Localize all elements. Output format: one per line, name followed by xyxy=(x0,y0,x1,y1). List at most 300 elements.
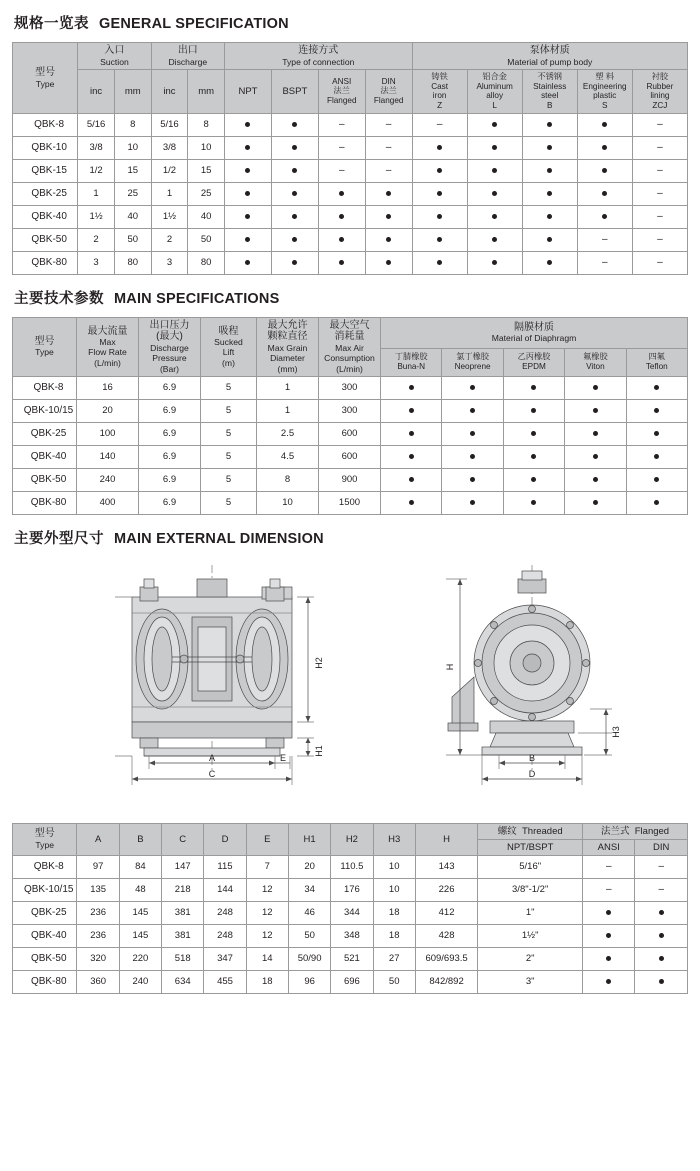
cell-a: 236 xyxy=(77,902,119,925)
cell-grain: 4.5 xyxy=(257,445,319,468)
header-h2: H2 xyxy=(331,823,373,855)
filled-dot-icon xyxy=(602,168,607,173)
external-dimension-body xyxy=(13,856,688,994)
filled-dot-icon xyxy=(409,385,414,390)
cell-nptbspt: 1½" xyxy=(478,925,583,948)
cell-d: 144 xyxy=(204,879,246,902)
header-discharge-inc: inc xyxy=(151,69,188,113)
cell-inc2: 3 xyxy=(151,251,188,274)
cell-bunan xyxy=(381,422,442,445)
filled-dot-icon xyxy=(245,168,250,173)
cell-ansi: – xyxy=(583,856,635,879)
filled-dot-icon xyxy=(659,956,664,961)
cell-h2: 110.5 xyxy=(331,856,373,879)
cell-pressure: 6.9 xyxy=(139,468,201,491)
dim-label-h3: H3 xyxy=(611,725,621,738)
filled-dot-icon xyxy=(593,431,598,436)
cell-stainless xyxy=(522,136,577,159)
cell-type: QBK-80 xyxy=(13,971,77,994)
header-h: H xyxy=(415,823,477,855)
dim-label-h2: H2 xyxy=(314,656,324,669)
cell-viton xyxy=(565,399,626,422)
cell-bspt xyxy=(271,113,318,136)
cell-stainless xyxy=(522,182,577,205)
cell-mm1: 15 xyxy=(114,159,151,182)
cell-din xyxy=(635,971,688,994)
cell-grain: 1 xyxy=(257,376,319,399)
cell-c: 381 xyxy=(162,925,204,948)
cell-type: QBK-25 xyxy=(13,902,77,925)
cell-mm1: 10 xyxy=(114,136,151,159)
section-heading-general-en: GENERAL SPECIFICATION xyxy=(99,16,289,32)
cell-nptbspt: 3" xyxy=(478,971,583,994)
cell-grain: 2.5 xyxy=(257,422,319,445)
cell-bspt xyxy=(271,251,318,274)
cell-e: 12 xyxy=(246,902,288,925)
filled-dot-icon xyxy=(531,385,536,390)
cell-mm2: 10 xyxy=(188,136,225,159)
filled-dot-icon xyxy=(492,214,497,219)
header-suction-inc: inc xyxy=(78,69,115,113)
cell-ansi xyxy=(318,251,365,274)
filled-dot-icon xyxy=(654,500,659,505)
cell-teflon xyxy=(626,376,687,399)
cell-type: QBK-25 xyxy=(13,182,78,205)
filled-dot-icon xyxy=(654,454,659,459)
filled-dot-icon xyxy=(339,214,344,219)
header-stainless: 不锈钢 Stainless steel B xyxy=(522,69,577,113)
filled-dot-icon xyxy=(292,145,297,150)
filled-dot-icon xyxy=(606,933,611,938)
filled-dot-icon xyxy=(606,979,611,984)
table-row xyxy=(13,251,688,274)
header-viton: 氟橡胶 Viton xyxy=(565,348,626,376)
table-header-row xyxy=(13,317,688,348)
section-heading-dimension xyxy=(14,527,688,548)
filled-dot-icon xyxy=(409,500,414,505)
cell-cast xyxy=(412,205,467,228)
cell-npt xyxy=(225,182,272,205)
filled-dot-icon xyxy=(547,260,552,265)
cell-din xyxy=(365,228,412,251)
filled-dot-icon xyxy=(593,408,598,413)
datasheet-page xyxy=(0,12,700,1008)
cell-inc2: 1 xyxy=(151,182,188,205)
cell-npt xyxy=(225,113,272,136)
cell-mm1: 80 xyxy=(114,251,151,274)
cell-c: 518 xyxy=(162,948,204,971)
cell-nptbspt: 5/16" xyxy=(478,856,583,879)
cell-nptbspt: 3/8"-1/2" xyxy=(478,879,583,902)
cell-neoprene xyxy=(442,445,503,468)
cell-b: 240 xyxy=(119,971,161,994)
table-row xyxy=(13,948,688,971)
cell-inc1: 3 xyxy=(78,251,115,274)
section-heading-main-en: MAIN SPECIFICATIONS xyxy=(114,290,280,307)
filled-dot-icon xyxy=(659,910,664,915)
table-row xyxy=(13,136,688,159)
table-row xyxy=(13,856,688,879)
cell-plastic: – xyxy=(577,251,632,274)
header-suction-mm: mm xyxy=(114,69,151,113)
header-plastic: 塑 料 Engineering plastic S xyxy=(577,69,632,113)
filled-dot-icon xyxy=(409,454,414,459)
cell-stainless xyxy=(522,251,577,274)
header-buna-n: 丁腈橡胶 Buna-N xyxy=(381,348,442,376)
cell-h1: 34 xyxy=(288,879,330,902)
table-header-row xyxy=(13,43,688,70)
cell-h2: 696 xyxy=(331,971,373,994)
cell-type: QBK-40 xyxy=(13,925,77,948)
filled-dot-icon xyxy=(386,260,391,265)
cell-h3: 10 xyxy=(373,879,415,902)
cell-b: 84 xyxy=(119,856,161,879)
cell-teflon xyxy=(626,422,687,445)
filled-dot-icon xyxy=(292,260,297,265)
general-specification-table xyxy=(12,42,688,275)
cell-e: 18 xyxy=(246,971,288,994)
cell-type: QBK-10/15 xyxy=(13,399,77,422)
filled-dot-icon xyxy=(245,145,250,150)
filled-dot-icon xyxy=(547,214,552,219)
cell-inc1: 1½ xyxy=(78,205,115,228)
filled-dot-icon xyxy=(386,237,391,242)
header-type: 型号 Type xyxy=(13,317,77,376)
cell-h2: 521 xyxy=(331,948,373,971)
cell-npt xyxy=(225,205,272,228)
filled-dot-icon xyxy=(470,385,475,390)
dim-label-d: D xyxy=(528,768,536,779)
cell-ansi xyxy=(318,228,365,251)
header-c: C xyxy=(162,823,204,855)
cell-mm1: 25 xyxy=(114,182,151,205)
cell-h3: 50 xyxy=(373,971,415,994)
cell-flow: 400 xyxy=(77,491,139,514)
cell-flow: 100 xyxy=(77,422,139,445)
header-d: D xyxy=(204,823,246,855)
filled-dot-icon xyxy=(245,237,250,242)
filled-dot-icon xyxy=(654,408,659,413)
cell-npt xyxy=(225,251,272,274)
cell-pressure: 6.9 xyxy=(139,422,201,445)
dim-label-b: B xyxy=(528,752,536,763)
filled-dot-icon xyxy=(470,477,475,482)
cell-type: QBK-50 xyxy=(13,948,77,971)
cell-d: 347 xyxy=(204,948,246,971)
cell-teflon xyxy=(626,468,687,491)
cell-type: QBK-10/15 xyxy=(13,879,77,902)
filled-dot-icon xyxy=(547,191,552,196)
cell-c: 147 xyxy=(162,856,204,879)
header-h1: H1 xyxy=(288,823,330,855)
cell-teflon xyxy=(626,491,687,514)
filled-dot-icon xyxy=(531,454,536,459)
cell-bunan xyxy=(381,376,442,399)
cell-teflon xyxy=(626,399,687,422)
cell-lift: 5 xyxy=(201,491,257,514)
cell-din xyxy=(635,925,688,948)
header-discharge: 出口 Discharge xyxy=(151,43,224,70)
header-diaphragm-material: 隔膜材质 Material of Diaphragm xyxy=(381,317,688,348)
filled-dot-icon xyxy=(437,191,442,196)
cell-type: QBK-8 xyxy=(13,856,77,879)
cell-nptbspt: 1" xyxy=(478,902,583,925)
filled-dot-icon xyxy=(654,477,659,482)
header-connection: 连接方式 Type of connection xyxy=(225,43,413,70)
section-heading-general-cn: 规格一览表 xyxy=(14,16,89,32)
table-row xyxy=(13,159,688,182)
header-type: 型号 Type xyxy=(13,43,78,114)
cell-air: 600 xyxy=(319,422,381,445)
cell-stainless xyxy=(522,159,577,182)
cell-air: 900 xyxy=(319,468,381,491)
dim-label-h1: H1 xyxy=(314,744,324,757)
filled-dot-icon xyxy=(437,168,442,173)
cell-alum xyxy=(467,113,522,136)
header-epdm: 乙丙橡胶 EPDM xyxy=(503,348,564,376)
header-suction: 入口 Suction xyxy=(78,43,151,70)
cell-grain: 10 xyxy=(257,491,319,514)
cell-cast xyxy=(412,182,467,205)
table-row xyxy=(13,113,688,136)
section-heading-main-cn: 主要技术参数 xyxy=(14,290,104,307)
cell-stainless xyxy=(522,228,577,251)
cell-bspt xyxy=(271,182,318,205)
cell-h2: 176 xyxy=(331,879,373,902)
table-row xyxy=(13,445,688,468)
cell-e: 14 xyxy=(246,948,288,971)
cell-plastic: – xyxy=(577,228,632,251)
cell-lift: 5 xyxy=(201,445,257,468)
cell-h: 428 xyxy=(415,925,477,948)
cell-d: 248 xyxy=(204,925,246,948)
table-row xyxy=(13,376,688,399)
cell-h3: 27 xyxy=(373,948,415,971)
filled-dot-icon xyxy=(470,500,475,505)
cell-mm1: 50 xyxy=(114,228,151,251)
external-dimension-table xyxy=(12,823,688,994)
section-heading-dimension-cn: 主要外型尺寸 xyxy=(14,530,104,547)
filled-dot-icon xyxy=(386,191,391,196)
cell-plastic xyxy=(577,113,632,136)
cell-nptbspt: 2" xyxy=(478,948,583,971)
cell-inc1: 3/8 xyxy=(78,136,115,159)
cell-bspt xyxy=(271,136,318,159)
dim-label-c: C xyxy=(208,768,216,779)
cell-a: 320 xyxy=(77,948,119,971)
cell-ansi xyxy=(583,902,635,925)
filled-dot-icon xyxy=(606,956,611,961)
cell-epdm xyxy=(503,445,564,468)
filled-dot-icon xyxy=(492,237,497,242)
filled-dot-icon xyxy=(437,145,442,150)
cell-d: 115 xyxy=(204,856,246,879)
table-row xyxy=(13,468,688,491)
filled-dot-icon xyxy=(492,191,497,196)
header-flanged: 法兰式 Flanged xyxy=(583,823,688,839)
cell-h: 609/693.5 xyxy=(415,948,477,971)
cell-air: 1500 xyxy=(319,491,381,514)
cell-ansi: – xyxy=(318,136,365,159)
cell-c: 381 xyxy=(162,902,204,925)
cell-inc2: 1½ xyxy=(151,205,188,228)
cell-din: – xyxy=(365,159,412,182)
cell-h: 412 xyxy=(415,902,477,925)
cell-npt xyxy=(225,136,272,159)
cell-type: QBK-80 xyxy=(13,491,77,514)
filled-dot-icon xyxy=(492,122,497,127)
cell-plastic xyxy=(577,136,632,159)
filled-dot-icon xyxy=(531,500,536,505)
cell-neoprene xyxy=(442,491,503,514)
header-e: E xyxy=(246,823,288,855)
filled-dot-icon xyxy=(606,910,611,915)
cell-mm2: 8 xyxy=(188,113,225,136)
cell-cast: – xyxy=(412,113,467,136)
cell-h: 143 xyxy=(415,856,477,879)
cell-e: 7 xyxy=(246,856,288,879)
filled-dot-icon xyxy=(547,145,552,150)
cell-cast xyxy=(412,159,467,182)
header-max-air-consumption: 最大空气 消耗量 Max Air Consumption (L/min) xyxy=(319,317,381,376)
header-h3: H3 xyxy=(373,823,415,855)
table-row xyxy=(13,205,688,228)
cell-pressure: 6.9 xyxy=(139,399,201,422)
table-header-row xyxy=(13,823,688,839)
table-row xyxy=(13,925,688,948)
cell-viton xyxy=(565,445,626,468)
cell-air: 600 xyxy=(319,445,381,468)
cell-viton xyxy=(565,468,626,491)
header-npt: NPT xyxy=(225,69,272,113)
table-row xyxy=(13,399,688,422)
cell-a: 360 xyxy=(77,971,119,994)
cell-epdm xyxy=(503,422,564,445)
filled-dot-icon xyxy=(245,260,250,265)
cell-inc2: 3/8 xyxy=(151,136,188,159)
header-teflon: 四氟 Teflon xyxy=(626,348,687,376)
cell-epdm xyxy=(503,468,564,491)
filled-dot-icon xyxy=(292,237,297,242)
header-discharge-mm: mm xyxy=(188,69,225,113)
cell-rubber: – xyxy=(632,251,687,274)
cell-viton xyxy=(565,491,626,514)
cell-ansi: – xyxy=(318,159,365,182)
section-heading-main xyxy=(14,287,688,308)
cell-teflon xyxy=(626,445,687,468)
filled-dot-icon xyxy=(409,408,414,413)
filled-dot-icon xyxy=(292,214,297,219)
cell-b: 220 xyxy=(119,948,161,971)
cell-a: 97 xyxy=(77,856,119,879)
cell-cast xyxy=(412,228,467,251)
table-row xyxy=(13,491,688,514)
cell-neoprene xyxy=(442,376,503,399)
filled-dot-icon xyxy=(593,477,598,482)
cell-plastic xyxy=(577,182,632,205)
filled-dot-icon xyxy=(654,385,659,390)
cell-viton xyxy=(565,422,626,445)
table-row xyxy=(13,879,688,902)
cell-rubber: – xyxy=(632,228,687,251)
header-pump-body: 泵体材质 Material of pump body xyxy=(412,43,687,70)
cell-lift: 5 xyxy=(201,399,257,422)
cell-cast xyxy=(412,251,467,274)
header-ansi: ANSI xyxy=(583,839,635,855)
filled-dot-icon xyxy=(492,168,497,173)
cell-ansi: – xyxy=(318,113,365,136)
header-threaded: 螺纹 Threaded xyxy=(478,823,583,839)
cell-alum xyxy=(467,205,522,228)
dim-label-a: A xyxy=(208,752,216,763)
filled-dot-icon xyxy=(659,979,664,984)
cell-bunan xyxy=(381,468,442,491)
header-sucked-lift: 吸程 Sucked Lift (m) xyxy=(201,317,257,376)
cell-air: 300 xyxy=(319,376,381,399)
filled-dot-icon xyxy=(409,477,414,482)
cell-h1: 96 xyxy=(288,971,330,994)
filled-dot-icon xyxy=(437,214,442,219)
cell-inc2: 2 xyxy=(151,228,188,251)
header-npt-bspt: NPT/BSPT xyxy=(478,839,583,855)
cell-h3: 18 xyxy=(373,902,415,925)
table-row xyxy=(13,422,688,445)
cell-epdm xyxy=(503,376,564,399)
cell-inc2: 1/2 xyxy=(151,159,188,182)
cell-neoprene xyxy=(442,468,503,491)
cell-bspt xyxy=(271,228,318,251)
cell-viton xyxy=(565,376,626,399)
cell-flow: 16 xyxy=(77,376,139,399)
filled-dot-icon xyxy=(245,191,250,196)
cell-type: QBK-10 xyxy=(13,136,78,159)
cell-cast xyxy=(412,136,467,159)
cell-pressure: 6.9 xyxy=(139,445,201,468)
cell-rubber: – xyxy=(632,136,687,159)
cell-din xyxy=(635,948,688,971)
cell-e: 12 xyxy=(246,879,288,902)
filled-dot-icon xyxy=(292,168,297,173)
section-heading-general xyxy=(14,12,688,33)
header-aluminum: 铝合金 Aluminum alloy L xyxy=(467,69,522,113)
dim-label-e: E xyxy=(279,752,287,763)
cell-mm1: 8 xyxy=(114,113,151,136)
cell-din xyxy=(365,182,412,205)
filled-dot-icon xyxy=(654,431,659,436)
filled-dot-icon xyxy=(339,237,344,242)
cell-h: 842/892 xyxy=(415,971,477,994)
filled-dot-icon xyxy=(602,145,607,150)
header-din-flanged: DIN 法兰 Flanged xyxy=(365,69,412,113)
filled-dot-icon xyxy=(531,408,536,413)
header-din: DIN xyxy=(635,839,688,855)
cell-d: 248 xyxy=(204,902,246,925)
filled-dot-icon xyxy=(531,477,536,482)
cell-din: – xyxy=(635,879,688,902)
cell-ansi xyxy=(318,182,365,205)
header-b: B xyxy=(119,823,161,855)
filled-dot-icon xyxy=(531,431,536,436)
table-row xyxy=(13,228,688,251)
cell-bunan xyxy=(381,445,442,468)
cell-a: 135 xyxy=(77,879,119,902)
header-a: A xyxy=(77,823,119,855)
cell-mm2: 50 xyxy=(188,228,225,251)
cell-lift: 5 xyxy=(201,468,257,491)
cell-din xyxy=(365,205,412,228)
cell-inc1: 1/2 xyxy=(78,159,115,182)
filled-dot-icon xyxy=(602,214,607,219)
